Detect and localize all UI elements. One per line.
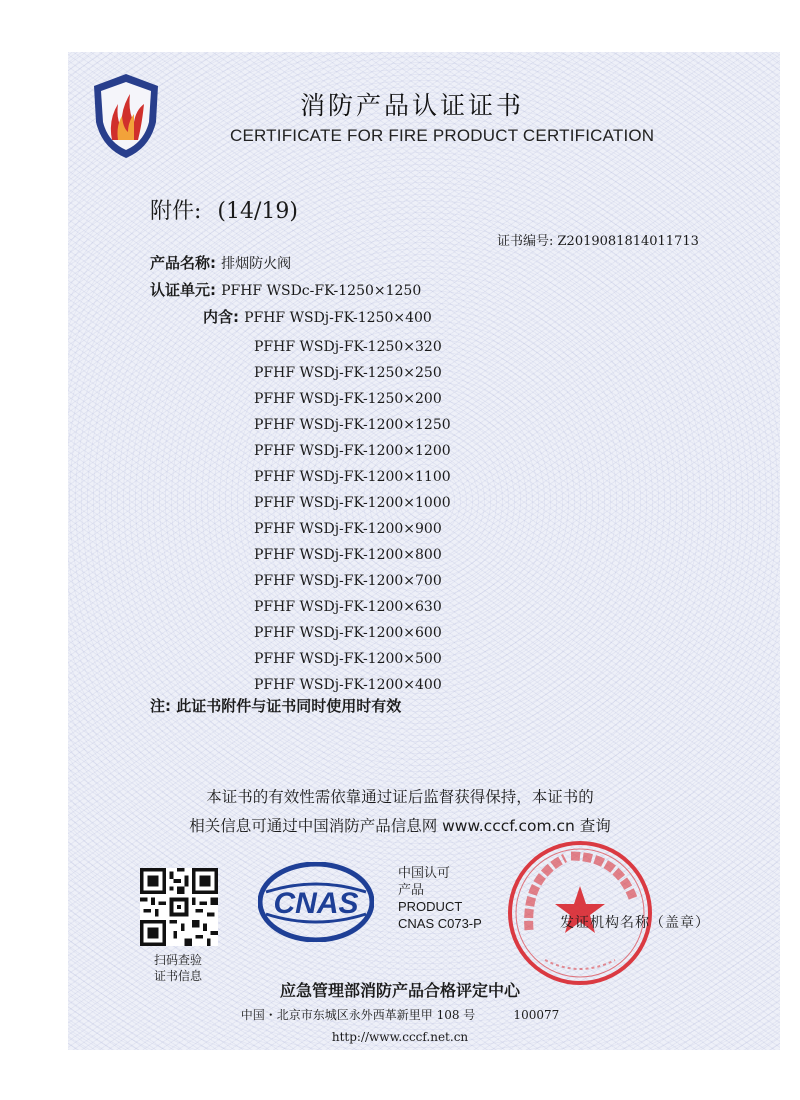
cnas-line3: PRODUCT — [398, 899, 463, 914]
attachment-label: 附件: — [150, 199, 202, 224]
model-item: PFHF WSDj-FK-1200×400 — [254, 677, 442, 693]
validity-text-line1: 本证书的有效性需依靠通过证后监督获得保持，本证书的 — [206, 788, 594, 806]
fire-shield-logo — [90, 70, 162, 162]
cnas-info — [398, 864, 482, 932]
model-item: PFHF WSDj-FK-1200×1100 — [254, 469, 451, 485]
cnas-line2: 产品 — [398, 882, 425, 897]
model-item: PFHF WSDj-FK-1200×630 — [254, 599, 442, 615]
model-item: PFHF WSDj-FK-1200×700 — [254, 573, 442, 589]
qr-caption-line1: 扫码查验 — [153, 953, 202, 967]
cert-unit-value: PFHF WSDc-FK-1250×1250 — [221, 283, 422, 299]
product-name-value: 排烟防火阀 — [221, 256, 292, 272]
qr-caption-line2: 证书信息 — [153, 969, 202, 983]
cert-unit-label: 认证单元: — [150, 281, 216, 299]
model-item: PFHF WSDj-FK-1200×1000 — [254, 495, 451, 511]
cnas-line1: 中国认可 — [398, 865, 451, 880]
model-item: PFHF WSDj-FK-1250×320 — [254, 339, 442, 355]
certificate-title-cn: 消防产品认证证书 — [300, 91, 525, 120]
model-item: PFHF WSDj-FK-1250×400 — [244, 310, 432, 326]
product-name-label: 产品名称: — [150, 254, 216, 272]
cnas-logo — [258, 862, 374, 942]
model-item: PFHF WSDj-FK-1250×250 — [254, 365, 442, 381]
attachment-number: (14/19) — [217, 199, 298, 224]
model-item: PFHF WSDj-FK-1250×200 — [254, 391, 442, 407]
qr-code[interactable] — [140, 868, 218, 946]
attachment-heading — [150, 194, 298, 225]
cert-unit-row — [150, 279, 421, 300]
model-item: PFHF WSDj-FK-1200×1200 — [254, 443, 451, 459]
issuer-address: 中国・北京市东城区永外西革新里甲 108 号 100077 — [240, 1008, 560, 1022]
includes-label: 内含: — [203, 308, 239, 326]
model-item: PFHF WSDj-FK-1200×1250 — [254, 417, 451, 433]
certificate-number: 证书编号: Z2019081814011713 — [497, 234, 699, 249]
validity-note: 注: 此证书附件与证书同时使用时有效 — [150, 697, 402, 715]
cnas-logo-text: CNAS — [273, 887, 359, 920]
validity-text-line2: 相关信息可通过中国消防产品信息网 www.cccf.com.cn 查询 — [189, 817, 611, 835]
model-item: PFHF WSDj-FK-1200×900 — [254, 521, 442, 537]
model-item: PFHF WSDj-FK-1200×800 — [254, 547, 442, 563]
model-item: PFHF WSDj-FK-1200×500 — [254, 651, 442, 667]
product-name-row — [150, 252, 291, 273]
model-item: PFHF WSDj-FK-1200×600 — [254, 625, 442, 641]
includes-row — [203, 306, 432, 327]
issuer-name: 应急管理部消防产品合格评定中心 — [279, 981, 520, 1000]
issuer-label: 发证机构名称（盖章） — [560, 915, 710, 931]
certificate-title-en: CERTIFICATE FOR FIRE PRODUCT CERTIFICATION — [230, 126, 655, 145]
model-list — [254, 334, 451, 698]
issuer-website[interactable]: http://www.cccf.net.cn — [331, 1030, 469, 1044]
cnas-line4: CNAS C073-P — [398, 916, 482, 931]
